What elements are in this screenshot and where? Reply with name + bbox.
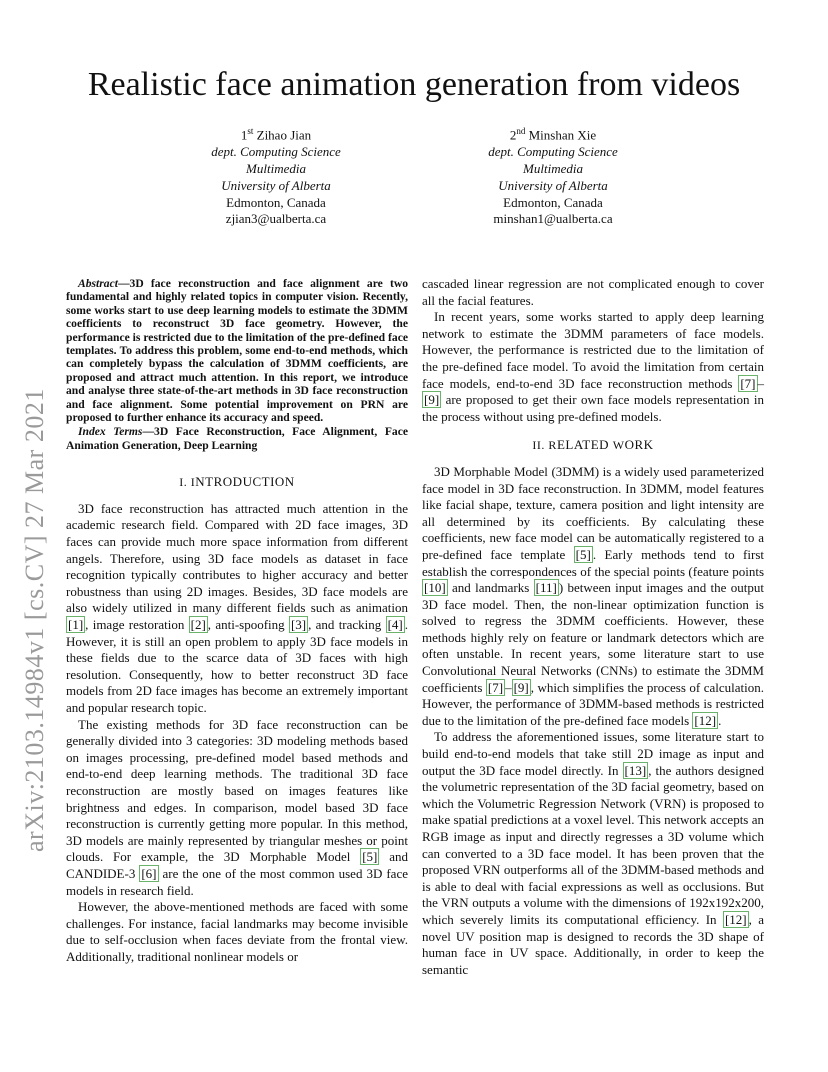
author-2 <box>433 123 673 228</box>
citation-link[interactable]: [9] <box>424 392 440 408</box>
author-group: Multimedia <box>246 160 306 176</box>
citation-link[interactable]: [1] <box>68 617 84 633</box>
arxiv-identifier[interactable]: arXiv:2103.14984v1 [cs.CV] 27 Mar 2021 <box>20 388 49 852</box>
arxiv-sidebar <box>18 252 58 852</box>
author-email[interactable]: zjian3@ualberta.ca <box>225 211 327 227</box>
author-dept: dept. Computing Science <box>211 144 341 160</box>
citation-link[interactable]: [6] <box>141 865 157 881</box>
citation-link[interactable]: [5] <box>362 849 378 865</box>
citation-link[interactable]: [9] <box>513 679 529 695</box>
citation-link[interactable]: [12] <box>694 712 717 728</box>
author-university: University of Alberta <box>221 177 331 193</box>
paper-title: Realistic face animation generation from videos <box>87 66 741 103</box>
intro-paragraph-3: However, the above-mentioned methods are faced with some challenges. For instance, facial landmarks may become invisible due to self-occlusion when faces deviate from the frontal view. Additionally, traditional nonlinear models or <box>66 899 408 964</box>
citation-link[interactable]: [7] <box>487 679 504 695</box>
intro-paragraph-4: In recent years, some works started to apply deep learning network to estimate the 3DMM parameters of face models. However, the performance is restricted due to the limitation of the pre-defined face model. To avoid the limitation from certain face models, end-to-end 3D face reconstruction methods [7] –[9] are proposed to get their own face models representation in the process without using pre-defined models. <box>422 309 764 424</box>
right-column <box>422 276 764 978</box>
section-heading-related-work: II. RELATED WORK <box>532 437 654 453</box>
intro-paragraph-2: The existing methods for 3D face reconstruction can be generally divided into 3 categories: 3D modeling methods based on images processing, pre-defined model based methods and end-to-end deep learning methods. The traditional 3D face reconstruction are mostly based on images features like brightness and edges. In comparison, model based 3D face reconstruction is currently getting more popular. In this method, 3D models are mainly represented by triangular meshes or point clouds. For example, the 3D Morphable Model [5] and CANDIDE-3 [6] are the one of the most common used 3D face models in research field. <box>66 716 408 898</box>
author-university: University of Alberta <box>498 177 608 193</box>
citation-link[interactable]: [12] <box>724 911 747 927</box>
abstract: Abstract—3D face reconstruction and face alignment are two fundamental and highly related topics in computer vision. Recently, some works start to use deep learning models to estimate the 3DMM coefficients to reconstruct 3D face geometry. However, the performance is restricted due to the limitation of the pre-defined face templates. To address this problem, some end-to-end methods, which can completely bypass the calculation of 3DMM coefficients, are proposed and attract much attention. In this report, we introduce and analyse three state-of-the-art methods in 3D face reconstruction and face alignment. Some potential improvement on PRN are proposed to further enhance its accuracy and speed. <box>66 277 408 425</box>
continued-paragraph: cascaded linear regression are not complicated enough to cover all the facial features. <box>422 276 764 308</box>
citation-link[interactable]: [2] <box>190 617 206 633</box>
author-location: Edmonton, Canada <box>503 194 603 210</box>
citation-link[interactable]: [7] <box>740 375 756 391</box>
related-paragraph-1: 3D Morphable Model (3DMM) is a widely used parameterized face model in 3D face reconstruction. In 3DMM, model features like facial shape, texture, camera position and light intensity are all determined by its coefficients. By calculating these coefficients, new face model can be automatically registered to a pre-defined face template [5] . Early methods tend to first establish the correspondences of the special points (feature points [10] and landmarks [11] ) between input images and the output 3D face model. Then, the non-linear optimization function is solved to regress the 3DMM coefficients. However, these methods highly rely on feature or landmark detectors which are often unstable. In recent years, some literature start to use Convolutional Neural Networks (CNNs) to estimate the 3DMM coefficients [7] – [9] , which simplifies the process of calculation. However, the performance of 3DMM-based methods is restricted due to the limitation of the pre-defined face models [12] . <box>422 463 765 728</box>
intro-paragraph-1: 3D face reconstruction has attracted much attention in the academic research field. Compared with 2D face images, 3D faces can provide much more space information from different angels. Therefore, using 3D face models as dataset in face recognition typically contributes to higher accuracy and better robustness than using 2D images. Besides, 3D face models are also widely utilized in many different fields such as animation [1] , image restoration [2] , anti-spoofing [3] , and tracking [4] . However, it is still an open problem to apply 3D face models in these fields due to the scarce data of 3D faces with high resolution. Consequently, how to better reconstruct 3D face models from 2D face images has become an extremely important and popular research topic. <box>66 500 408 715</box>
citation-link[interactable]: [5] <box>575 546 591 562</box>
related-paragraph-2: To address the aforementioned issues, some literature start to build end-to-end models that take still 2D image as input and output the 3D face model directly. In [13] , the authors designed the volumetric representation of the 3D facial geometry, based on which the Volumetric Regression Network (VRN) is proposed to make spatial predictions at a voxel level. This network accepts an RGB image as input and directly regresses a 3D volume which can converted to a 3D face model. It has been proven that the proposed VRN outperforms all of the 3DMM-based methods and is able to deal with facial expressions as well as occlusions. But the VRN outputs a volume with the dimensions of 192x192x200, which severely limits its computational efficiency. In [12] , a novel UV position map is designed to records the 3D shape of human face in UV space. Additionally, in order to keep the semantic <box>422 729 765 977</box>
author-name: 2nd Minshan Xie <box>509 126 597 143</box>
left-column <box>66 277 408 966</box>
citation-link[interactable]: [13] <box>624 762 647 778</box>
author-name: 1st Zihao Jian <box>240 126 312 143</box>
citation-link[interactable]: [10] <box>424 580 446 596</box>
citation-link[interactable]: [4] <box>387 617 403 633</box>
author-location: Edmonton, Canada <box>226 194 326 210</box>
index-terms: Index Terms—3D Face Reconstruction, Face Alignment, Face Animation Generation, Deep Learning <box>66 425 408 452</box>
author-1 <box>156 123 396 228</box>
author-group: Multimedia <box>523 160 583 176</box>
author-email[interactable]: minshan1@ualberta.ca <box>493 211 613 227</box>
author-dept: dept. Computing Science <box>488 144 618 160</box>
citation-link[interactable]: [11] <box>535 580 557 596</box>
section-heading-introduction: I. INTRODUCTION <box>179 474 295 490</box>
citation-link[interactable]: [3] <box>290 617 307 633</box>
